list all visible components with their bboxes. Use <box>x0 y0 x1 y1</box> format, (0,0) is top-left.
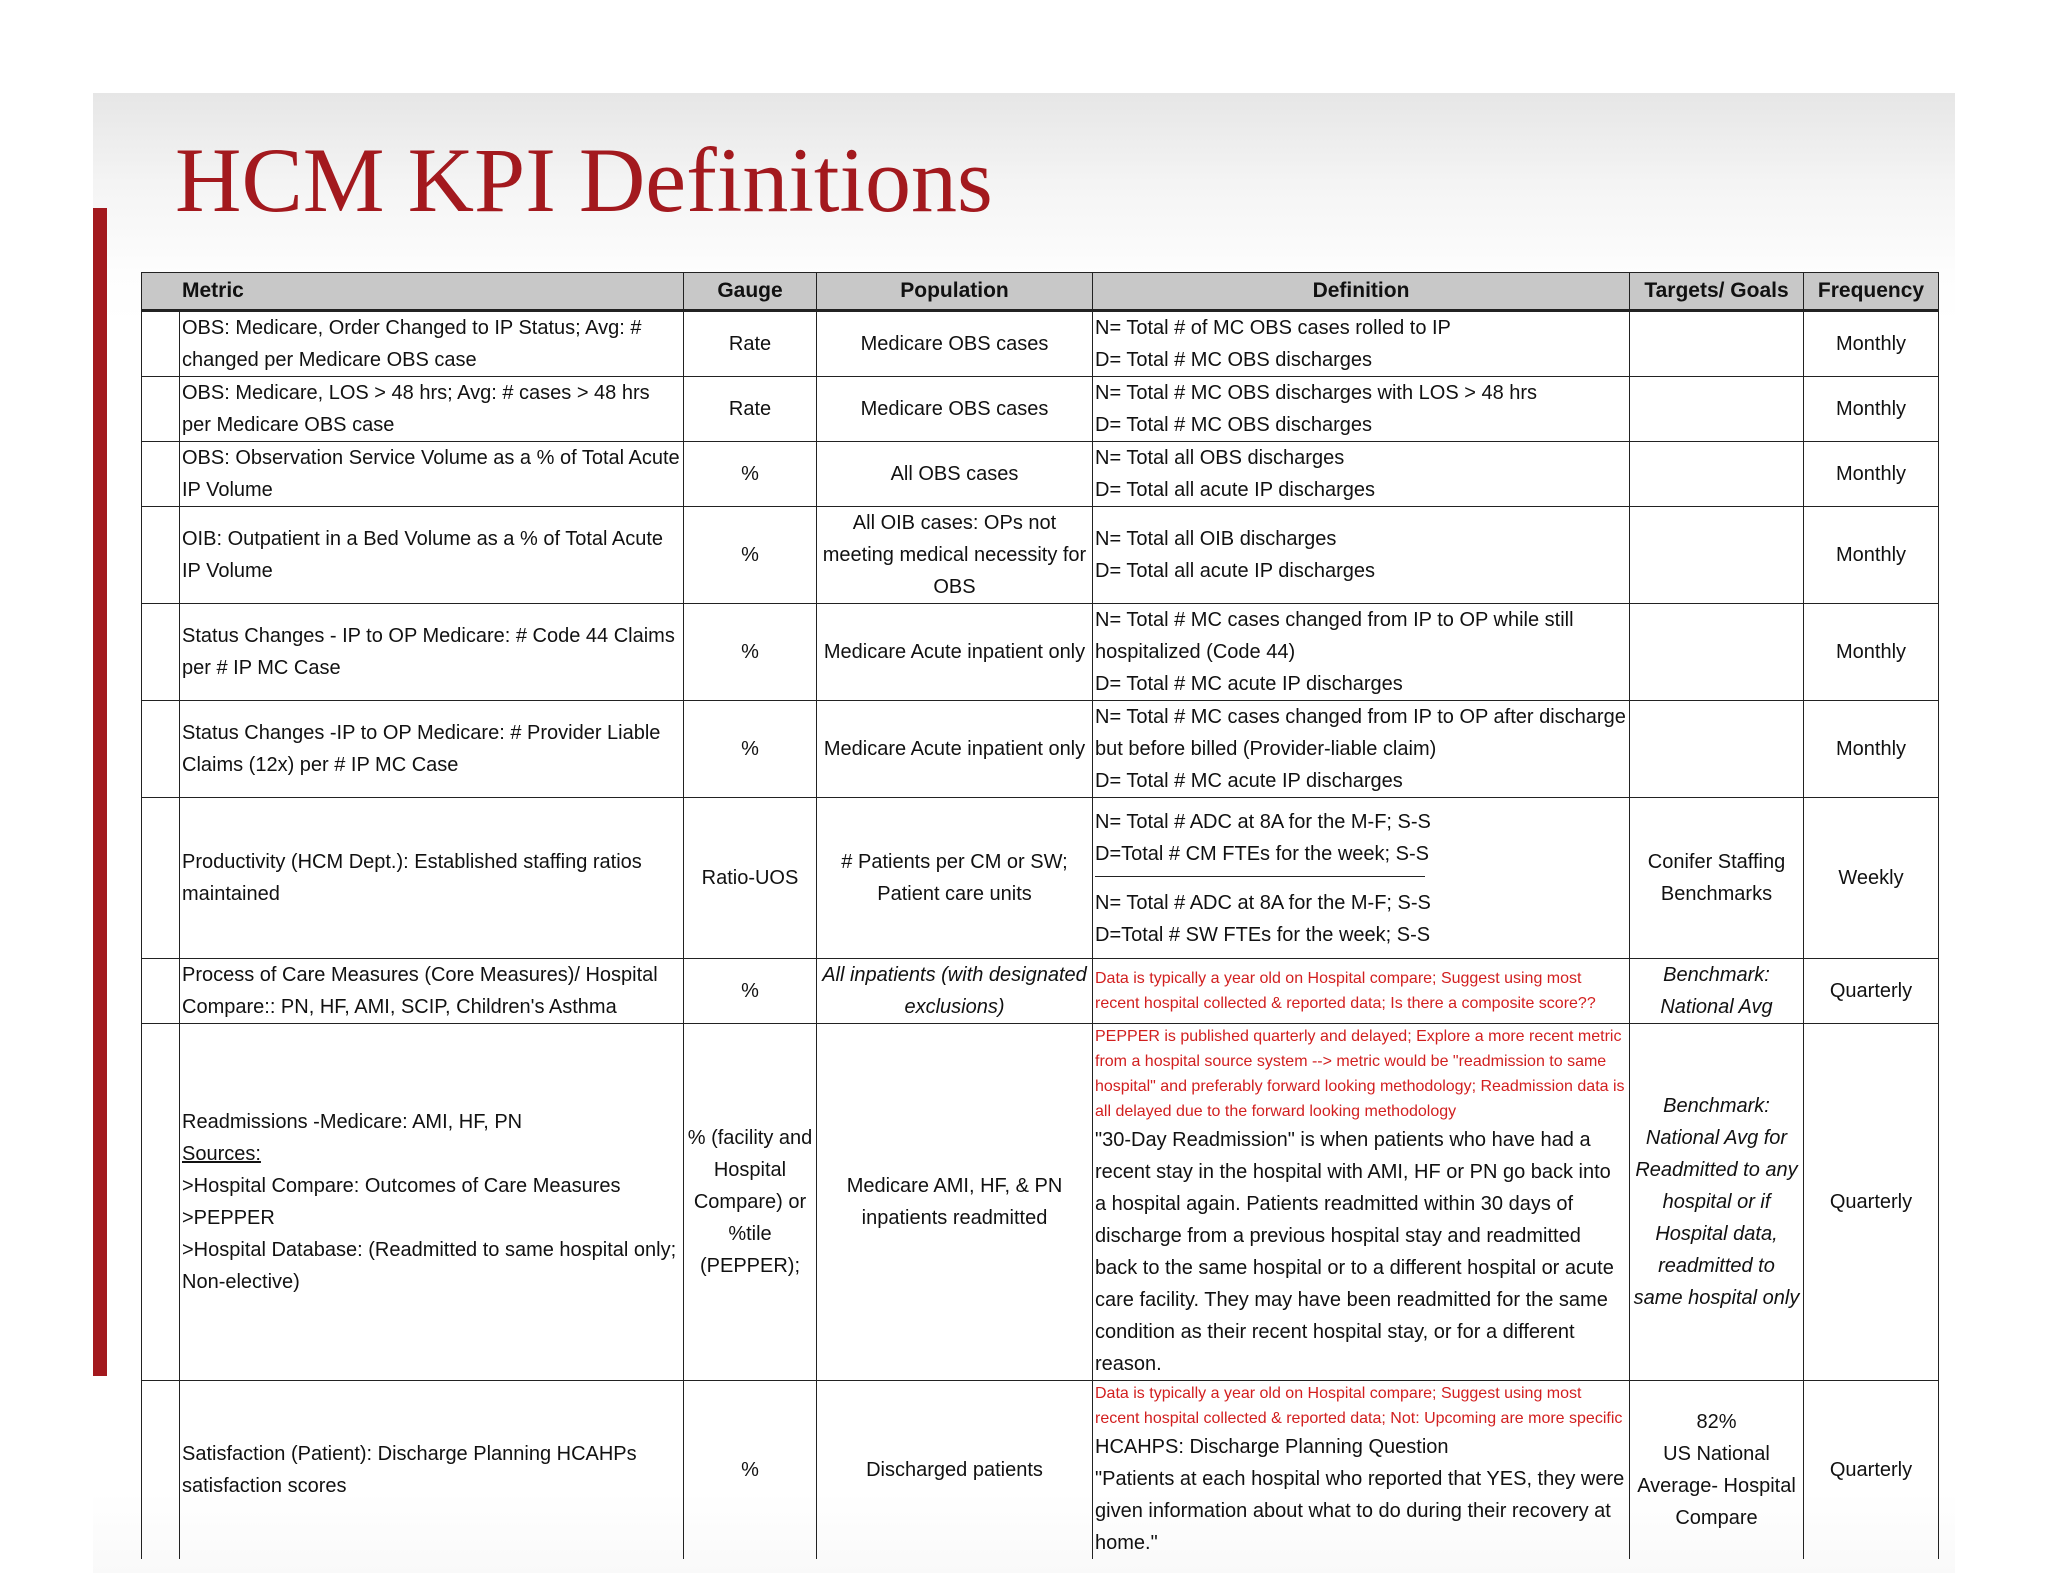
definition-denominator: D= Total # MC OBS discharges <box>1095 414 1372 436</box>
definition-cm-numerator: N= Total # ADC at 8A for the M-F; S-S <box>1095 810 1431 833</box>
table-header-row <box>142 273 1939 311</box>
metric-source-item: >Hospital Compare: Outcomes of Care Measures <box>182 1175 621 1197</box>
metric-cell: OIB: Outpatient in a Bed Volume as a % of Total Acute IP Volume <box>180 507 684 604</box>
metric-cell: Status Changes - IP to OP Medicare: # Code 44 Claims per # IP MC Case <box>180 604 684 701</box>
header-frequency: Frequency <box>1804 273 1939 311</box>
table-row <box>142 377 1939 442</box>
table-row <box>142 959 1939 1024</box>
targets-cell: Benchmark: National Avg for Readmitted to any hospital or if Hospital data, readmitted to same hospital only <box>1630 1024 1804 1381</box>
frequency-cell: Monthly <box>1804 377 1939 442</box>
definition-cell <box>1093 1381 1630 1560</box>
row-stub <box>142 959 180 1024</box>
definition-cm-denominator: D=Total # CM FTEs for the week; S-S <box>1095 842 1429 865</box>
row-stub <box>142 604 180 701</box>
metric-sources-label: Sources: <box>182 1143 261 1165</box>
header-targets: Targets/ Goals <box>1630 273 1804 311</box>
frequency-cell: Weekly <box>1804 798 1939 959</box>
definition-cell <box>1093 1024 1630 1381</box>
table-row <box>142 798 1939 959</box>
metric-cell: Productivity (HCM Dept.): Established staffing ratios maintained <box>180 798 684 959</box>
target-value: 82% <box>1696 1411 1737 1433</box>
metric-cell: OBS: Medicare, LOS > 48 hrs; Avg: # cases > 48 hrs per Medicare OBS case <box>180 377 684 442</box>
population-cell: Medicare OBS cases <box>817 377 1093 442</box>
metric-cell: Status Changes -IP to OP Medicare: # Provider Liable Claims (12x) per # IP MC Case <box>180 701 684 798</box>
metric-cell: Process of Care Measures (Core Measures)/ Hospital Compare:: PN, HF, AMI, SCIP, Children's Asthma <box>180 959 684 1024</box>
gauge-cell: % <box>684 604 817 701</box>
definition-denominator: D= Total # MC acute IP discharges <box>1095 673 1403 695</box>
targets-cell <box>1630 701 1804 798</box>
metric-source-item: >Hospital Database: (Readmitted to same hospital only; Non-elective) <box>182 1239 677 1293</box>
header-metric: Metric <box>142 273 684 311</box>
definition-divider <box>1095 876 1425 877</box>
table-row <box>142 1381 1939 1560</box>
definition-denominator: D= Total # MC OBS discharges <box>1095 349 1372 371</box>
table-row <box>142 604 1939 701</box>
gauge-cell: % <box>684 1381 817 1560</box>
definition-cell <box>1093 442 1630 507</box>
targets-cell: Conifer Staffing Benchmarks <box>1630 798 1804 959</box>
frequency-cell: Monthly <box>1804 507 1939 604</box>
gauge-cell: % <box>684 507 817 604</box>
table-row <box>142 701 1939 798</box>
row-stub <box>142 701 180 798</box>
definition-denominator: D= Total all acute IP discharges <box>1095 479 1375 501</box>
definition-sw-denominator: D=Total # SW FTEs for the week; S-S <box>1095 923 1431 946</box>
population-cell: Medicare AMI, HF, & PN inpatients readmitted <box>817 1024 1093 1381</box>
definition-cell <box>1093 798 1630 959</box>
accent-bar <box>93 208 107 1376</box>
definition-note: Data is typically a year old on Hospital compare; Suggest using most recent hospital collected & reported data; Is there a composite score?? <box>1095 970 1596 1012</box>
definition-note: PEPPER is published quarterly and delayed; Explore a more recent metric from a hospital source system --> metric would be "readmission to same hospital" and preferably forward looking methodology; Readmission data is all delayed due to the forward looking methodology <box>1095 1028 1625 1120</box>
frequency-cell: Quarterly <box>1804 1381 1939 1560</box>
table-row <box>142 311 1939 377</box>
table-row <box>142 1024 1939 1381</box>
targets-cell: Benchmark: National Avg <box>1630 959 1804 1024</box>
table-row <box>142 507 1939 604</box>
frequency-cell: Monthly <box>1804 311 1939 377</box>
gauge-cell: % <box>684 959 817 1024</box>
frequency-cell: Quarterly <box>1804 959 1939 1024</box>
population-cell: Medicare OBS cases <box>817 311 1093 377</box>
definition-numerator: N= Total # MC cases changed from IP to OP after discharge but before billed (Provider-liable claim) <box>1095 706 1626 760</box>
metric-cell: OBS: Observation Service Volume as a % of Total Acute IP Volume <box>180 442 684 507</box>
gauge-cell: % (facility and Hospital Compare) or %tile (PEPPER); <box>684 1024 817 1381</box>
population-cell: All OBS cases <box>817 442 1093 507</box>
row-stub <box>142 442 180 507</box>
definition-cell <box>1093 604 1630 701</box>
definition-note: Data is typically a year old on Hospital compare; Suggest using most recent hospital collected & reported data; Not: Upcoming are more specific <box>1095 1385 1623 1427</box>
population-cell: All inpatients (with designated exclusions) <box>817 959 1093 1024</box>
definition-text: "Patients at each hospital who reported that YES, they were given information about what to do during their recovery at home." <box>1095 1468 1625 1554</box>
population-cell: Discharged patients <box>817 1381 1093 1560</box>
kpi-table <box>141 272 1939 1559</box>
header-population: Population <box>817 273 1093 311</box>
definition-sw-numerator: N= Total # ADC at 8A for the M-F; S-S <box>1095 891 1431 914</box>
header-gauge: Gauge <box>684 273 817 311</box>
metric-cell: OBS: Medicare, Order Changed to IP Status; Avg: # changed per Medicare OBS case <box>180 311 684 377</box>
gauge-cell: Ratio-UOS <box>684 798 817 959</box>
metric-title: Readmissions -Medicare: AMI, HF, PN <box>182 1111 523 1133</box>
definition-denominator: D= Total all acute IP discharges <box>1095 560 1375 582</box>
targets-cell <box>1630 311 1804 377</box>
row-stub <box>142 507 180 604</box>
definition-numerator: N= Total all OIB discharges <box>1095 528 1337 550</box>
definition-cell <box>1093 959 1630 1024</box>
gauge-cell: % <box>684 442 817 507</box>
targets-cell <box>1630 377 1804 442</box>
targets-cell <box>1630 507 1804 604</box>
population-cell: Medicare Acute inpatient only <box>817 604 1093 701</box>
definition-numerator: N= Total all OBS discharges <box>1095 447 1345 469</box>
targets-cell <box>1630 442 1804 507</box>
row-stub <box>142 1024 180 1381</box>
table-row <box>142 442 1939 507</box>
targets-cell <box>1630 604 1804 701</box>
metric-cell: Satisfaction (Patient): Discharge Planning HCAHPs satisfaction scores <box>180 1381 684 1560</box>
header-definition: Definition <box>1093 273 1630 311</box>
definition-denominator: D= Total # MC acute IP discharges <box>1095 770 1403 792</box>
gauge-cell: Rate <box>684 377 817 442</box>
population-cell: Medicare Acute inpatient only <box>817 701 1093 798</box>
definition-cell <box>1093 377 1630 442</box>
metric-source-item: >PEPPER <box>182 1207 275 1229</box>
frequency-cell: Quarterly <box>1804 1024 1939 1381</box>
definition-text: "30-Day Readmission" is when patients who have had a recent stay in the hospital with AMI, HF or PN go back into a hospital again. Patients readmitted within 30 days of discharge from a previous hospital stay and readmitted back to the same hospital or to a different hospital or acute care facility. They may have been readmitted for the same condition as their recent hospital stay, or for a different reason. <box>1095 1129 1614 1375</box>
frequency-cell: Monthly <box>1804 604 1939 701</box>
slide-title: HCM KPI Definitions <box>175 129 993 231</box>
row-stub <box>142 311 180 377</box>
definition-question: HCAHPS: Discharge Planning Question <box>1095 1436 1449 1458</box>
gauge-cell: Rate <box>684 311 817 377</box>
target-label: US National Average- Hospital Compare <box>1637 1443 1796 1529</box>
gauge-cell: % <box>684 701 817 798</box>
definition-cell <box>1093 507 1630 604</box>
definition-cell <box>1093 701 1630 798</box>
targets-cell <box>1630 1381 1804 1560</box>
definition-cell <box>1093 311 1630 377</box>
row-stub <box>142 798 180 959</box>
frequency-cell: Monthly <box>1804 442 1939 507</box>
population-cell: All OIB cases: OPs not meeting medical necessity for OBS <box>817 507 1093 604</box>
metric-cell <box>180 1024 684 1381</box>
definition-numerator: N= Total # MC cases changed from IP to OP while still hospitalized (Code 44) <box>1095 609 1574 663</box>
row-stub <box>142 1381 180 1560</box>
frequency-cell: Monthly <box>1804 701 1939 798</box>
row-stub <box>142 377 180 442</box>
population-cell: # Patients per CM or SW; Patient care units <box>817 798 1093 959</box>
definition-numerator: N= Total # MC OBS discharges with LOS > 48 hrs <box>1095 382 1538 404</box>
definition-numerator: N= Total # of MC OBS cases rolled to IP <box>1095 317 1451 339</box>
